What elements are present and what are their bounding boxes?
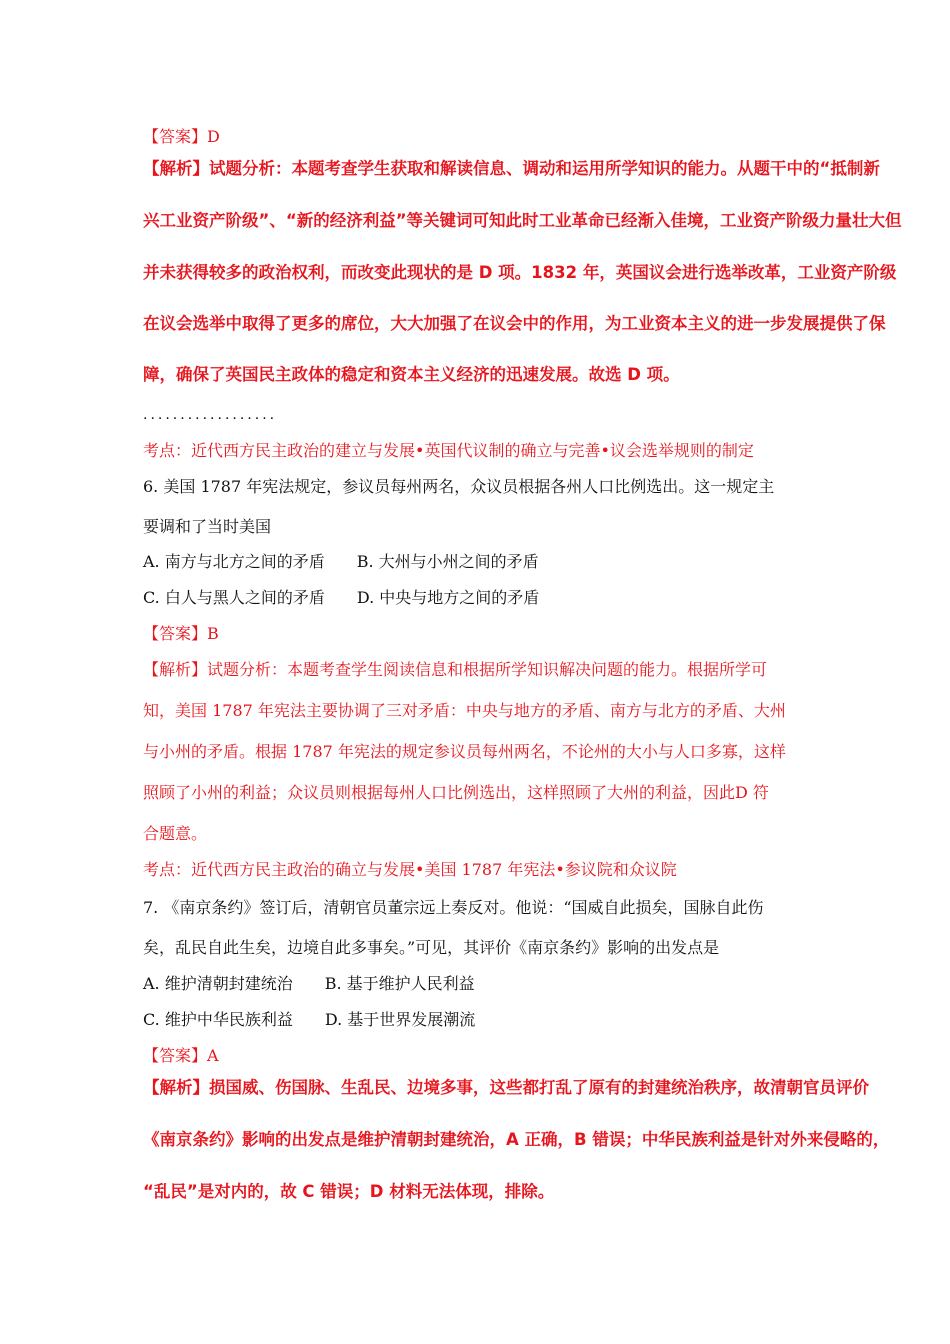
q6-analysis-line-3: 与小州的矛盾。根据 1787 年宪法的规定参议员每州两名，不论州的大小与人口多寡，这样 — [143, 742, 786, 761]
q6-analysis-line-5: 合题意。 — [143, 824, 208, 843]
q6-answer — [143, 623, 219, 645]
option-b: B. 基于维护人民利益 — [324, 974, 475, 993]
q6-kaodian: 考点：近代西方民主政治的确立与发展•美国 1787 年宪法•参议院和众议院 — [143, 860, 677, 879]
option-a: A. 南方与北方之间的矛盾 — [143, 552, 325, 571]
q5-analysis-line-3: 并未获得较多的政治权利，而改变此现状的是 D 项。1832 年，英国议会进行选举改革，工业资产阶级 — [143, 263, 897, 282]
analysis-text: 试题分析：本题考查学生阅读信息和根据所学知识解决问题的能力。根据所学可 — [207, 660, 768, 679]
analysis-label: 【解析】 — [143, 660, 208, 679]
option-d: D. 基于世界发展潮流 — [324, 1010, 476, 1029]
q5-analysis-line-5: 障，确保了英国民主政体的稳定和资本主义经济的迅速发展。故选 D 项。 — [143, 365, 680, 384]
q7-options-row-1 — [143, 973, 475, 995]
q7-stem-line-2: 矣，乱民自此生矣，边境自此多事矣。”可见，其评价《南京条约》影响的出发点是 — [143, 938, 720, 957]
analysis-label: 【解析】 — [143, 1078, 209, 1097]
q7-stem-line-1: 7. 《南京条约》签订后，清朝官员董宗远上奏反对。他说：“国威自此损矣，国脉自此伤 — [143, 898, 764, 917]
q7-options-row-2 — [143, 1009, 475, 1031]
q5-analysis-line-1 — [143, 158, 880, 180]
answer-label: 【答案】 — [143, 1046, 208, 1065]
q5-kaodian: 考点：近代西方民主政治的建立与发展•英国代议制的确立与完善•议会选举规则的制定 — [143, 441, 754, 460]
analysis-text: 试题分析：本题考查学生获取和解读信息、调动和运用所学知识的能力。从题干中的“抵制新 — [209, 159, 880, 178]
dot-separator: .................. — [143, 407, 278, 423]
option-c: C. 白人与黑人之间的矛盾 — [143, 588, 325, 607]
q5-analysis-line-4: 在议会选举中取得了更多的席位，大大加强了在议会中的作用，为工业资本主义的进一步发展提供了保 — [143, 314, 886, 333]
analysis-text: 损国威、伤国脉、生乱民、边境多事，这些都打乱了原有的封建统治秩序，故清朝官员评价 — [209, 1078, 869, 1097]
answer-value: B — [207, 624, 219, 643]
q7-analysis-line-1 — [143, 1077, 869, 1099]
option-b: B. 大州与小州之间的矛盾 — [356, 552, 539, 571]
q6-analysis-line-4: 照顾了小州的利益；众议员则根据每州人口比例选出，这样照顾了大州的利益，因此D 符 — [143, 783, 769, 802]
q6-stem-line-1: 6. 美国 1787 年宪法规定，参议员每州两名，众议员根据各州人口比例选出。这一规定主 — [143, 477, 775, 496]
option-d: D. 中央与地方之间的矛盾 — [356, 588, 540, 607]
option-c: C. 维护中华民族利益 — [143, 1010, 293, 1029]
option-a: A. 维护清朝封建统治 — [143, 974, 293, 993]
q6-options-row-1 — [143, 551, 539, 573]
analysis-label: 【解析】 — [143, 159, 209, 178]
q6-options-row-2 — [143, 587, 539, 609]
answer-label: 【答案】 — [143, 624, 208, 643]
q7-analysis-line-3: “乱民”是对内的，故 C 错误；D 材料无法体现，排除。 — [143, 1182, 555, 1201]
q6-stem-line-2: 要调和了当时美国 — [143, 517, 272, 536]
q6-analysis-line-1 — [143, 659, 767, 681]
answer-value: D — [207, 127, 220, 146]
q5-answer — [143, 126, 220, 148]
q5-analysis-line-2: 兴工业资产阶级”、“新的经济利益”等关键词可知此时工业革命已经渐入佳境，工业资产阶级力量壮大但 — [143, 211, 902, 230]
q7-analysis-line-2: 《南京条约》影响的出发点是维护清朝封建统治，A 正确，B 错误；中华民族利益是针对外来侵略的， — [143, 1130, 890, 1149]
answer-value: A — [207, 1046, 219, 1065]
answer-label: 【答案】 — [143, 127, 208, 146]
q7-answer — [143, 1045, 219, 1067]
q6-analysis-line-2: 知，美国 1787 年宪法主要协调了三对矛盾：中央与地方的矛盾、南方与北方的矛盾、大州 — [143, 701, 786, 720]
